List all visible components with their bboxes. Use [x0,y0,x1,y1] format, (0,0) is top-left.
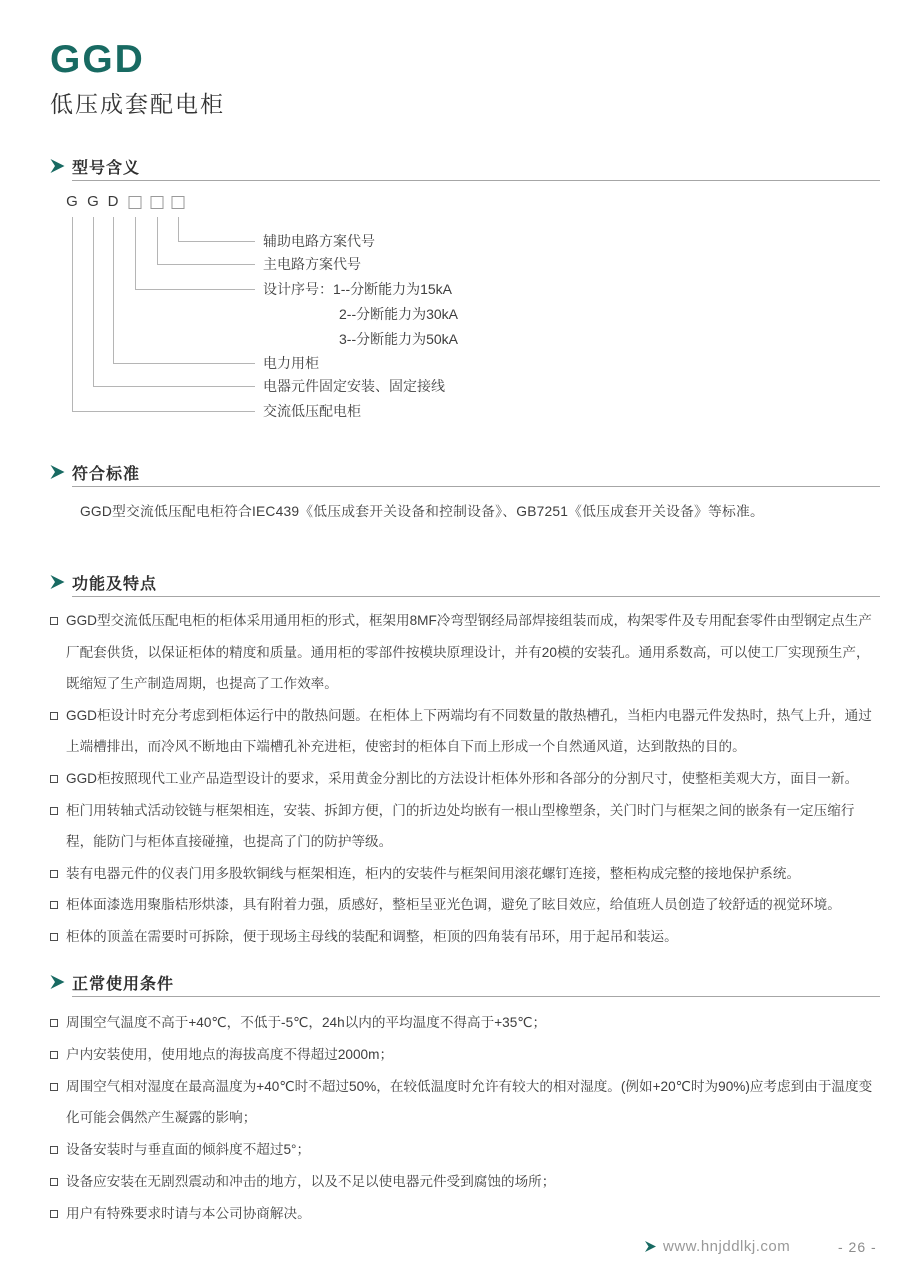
section-model-meaning [50,154,880,438]
section-divider [72,180,880,181]
footer-website [645,1238,790,1255]
list-item: 周围空气相对湿度在最高温度为+40℃时不超过50%，在较低温度时允许有较大的相对湿度。(例如+20℃时为90%)应考虑到由于温度变化可能会偶然产生凝露的影响； [50,1071,880,1135]
conditions-list [50,1007,880,1230]
section-divider [72,996,880,997]
section-features [50,570,880,953]
square-bullet-icon [50,1210,58,1218]
list-item: 柜体面漆选用聚脂桔形烘漆，具有附着力强，质感好，整柜呈亚光色调，避免了眩目效应，给值班人员创造了较舒适的视觉环境。 [50,889,880,921]
section-standards [50,460,880,520]
page-subtitle: 低压成套配电柜 [50,91,225,117]
connector-line [157,217,158,264]
connector-line [178,241,255,242]
code-annotation-design-series-3: 3--分断能力为50kA [339,331,459,347]
section-title: 正常使用条件 [72,975,175,993]
connector-line [135,289,255,290]
square-bullet-icon [50,1146,58,1154]
section-arrow-icon [50,975,65,989]
connector-line [178,217,179,241]
square-bullet-icon [50,1051,58,1059]
connector-line [113,363,255,364]
footer-website-text: www.hnjddlkj.com [663,1238,791,1255]
code-annotation-fixed-mounting: 电器元件固定安装、固定接线 [263,378,445,394]
code-annotation-design-series-2: 2--分断能力为30kA [339,306,459,322]
connector-line [135,217,136,289]
square-bullet-icon [50,712,58,720]
connector-line [72,217,73,411]
page-footer [0,1238,900,1262]
square-bullet-icon [50,1178,58,1186]
model-code-diagram [50,193,880,438]
square-bullet-icon [50,933,58,941]
code-annotation-main-circuit: 主电路方案代号 [263,256,361,272]
code-letter: G [66,193,78,210]
list-item: 柜体的顶盖在需要时可拆除，便于现场主母线的装配和调整，柜顶的四角装有吊环，用于起吊和装运。 [50,921,880,953]
code-placeholder-box [129,196,142,209]
connector-line [72,411,255,412]
section-title: 符合标准 [72,465,141,483]
code-annotation-aux-circuit: 辅助电路方案代号 [263,233,375,249]
list-item: 用户有特殊要求时请与本公司协商解决。 [50,1198,880,1230]
section-header [50,970,880,994]
square-bullet-icon [50,617,58,625]
connector-line [113,217,114,363]
standards-text: GGD型交流低压配电柜符合IEC439《低压成套开关设备和控制设备》、GB7251《低压成套开关设备》等标准。 [80,504,765,519]
code-placeholder-box [151,196,164,209]
code-annotation-design-series: 设计序号：1--分断能力为15kA [263,281,453,297]
section-header [50,460,880,484]
connector-line [157,264,255,265]
section-title: 型号含义 [72,159,141,177]
square-bullet-icon [50,870,58,878]
code-letter: G [87,193,99,210]
section-arrow-icon [50,575,65,589]
section-arrow-icon [50,159,65,173]
section-title: 功能及特点 [72,575,158,593]
connector-line [93,217,94,386]
list-item: 户内安装使用，使用地点的海拔高度不得超过2000m； [50,1039,880,1071]
code-placeholder-box [172,196,185,209]
square-bullet-icon [50,775,58,783]
list-item: GGD柜设计时充分考虑到柜体运行中的散热问题。在柜体上下两端均有不同数量的散热槽孔，当柜内电器元件发热时，热气上升，通过上端槽排出，而冷风不断地由下端槽孔补充进柜，使密封的柜体自下而上形成一个自然通风道，达到散热的目的。 [50,700,880,763]
list-item: GGD柜按照现代工业产品造型设计的要求，采用黄金分割比的方法设计柜体外形和各部分的分割尺寸，使整柜美观大方，面目一新。 [50,763,880,795]
section-header [50,570,880,594]
list-item: 柜门用转轴式活动铰链与框架相连，安装、拆卸方便，门的折边处均嵌有一根山型橡塑条，关门时门与框架之间的嵌条有一定压缩行程，能防门与柜体直接碰撞，也提高了门的防护等级。 [50,795,880,858]
footer-arrow-icon [645,1241,656,1252]
code-annotation-ac-lv-cabinet: 交流低压配电柜 [263,403,361,419]
section-divider [72,596,880,597]
list-item: GGD型交流低压配电柜的柜体采用通用柜的形式，框架用8MF冷弯型钢经局部焊接组装而成，构架零件及专用配套零件由型钢定点生产厂配套供货，以保证柜体的精度和质量。通用柜的零部件按模块原理设计，并有20模的安装孔。通用系数高，可以使工厂实现预生产，既缩短了生产制造周期，也提高了工作效率。 [50,605,880,700]
list-item: 装有电器元件的仪表门用多股软铜线与框架相连，柜内的安装件与框架间用滚花螺钉连接，整柜构成完整的接地保护系统。 [50,858,880,890]
square-bullet-icon [50,1083,58,1091]
list-item: 设备安装时与垂直面的倾斜度不超过5°； [50,1134,880,1166]
list-item: 周围空气温度不高于+40℃，不低于-5℃，24h以内的平均温度不得高于+35℃； [50,1007,880,1039]
code-annotation-power-cabinet: 电力用柜 [263,355,319,371]
page-title: GGD [50,38,145,81]
square-bullet-icon [50,807,58,815]
connector-line [93,386,255,387]
square-bullet-icon [50,1019,58,1027]
square-bullet-icon [50,901,58,909]
section-conditions [50,970,880,1230]
features-list [50,605,880,953]
list-item: 设备应安装在无剧烈震动和冲击的地方，以及不足以使电器元件受到腐蚀的场所； [50,1166,880,1198]
section-arrow-icon [50,465,65,479]
footer-page-number: - 26 - [838,1239,877,1255]
section-divider [72,486,880,487]
section-header [50,154,880,178]
code-letter: D [107,193,119,210]
